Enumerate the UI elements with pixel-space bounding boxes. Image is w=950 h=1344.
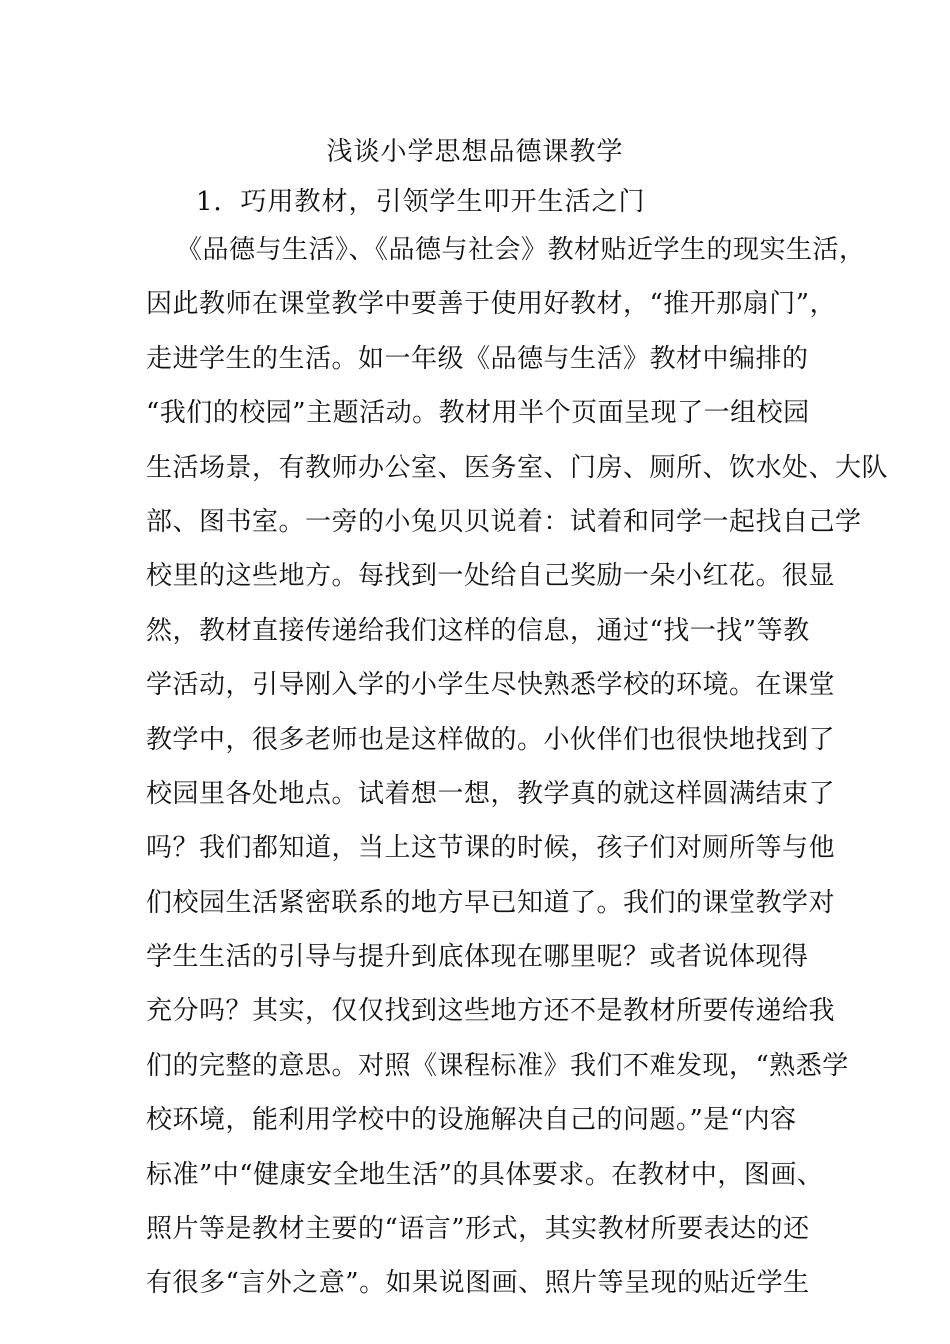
- document-title: 浅谈小学思想品德课教学: [326, 137, 624, 167]
- paragraph-line: 校里的这些地方。每找到一处给自己奖励一朵小红花。很显: [146, 561, 836, 592]
- paragraph-line: 们的完整的意思。对照《课程标准》我们不难发现，“熟悉学: [146, 1050, 849, 1081]
- section-heading: 1．巧用教材，引领学生叩开生活之门: [196, 187, 646, 217]
- paragraph-line: 吗？我们都知道，当上这节课的时候，孩子们对厕所等与他: [146, 833, 836, 864]
- paragraph-line: 有很多“言外之意”。如果说图画、照片等呈现的贴近学生: [146, 1268, 810, 1299]
- paragraph-line: 学生生活的引导与提升到底体现在哪里呢？或者说体现得: [146, 942, 809, 973]
- paragraph-line: 教学中，很多老师也是这样做的。小伙伴们也很快地找到了: [146, 724, 836, 755]
- paragraph-line: 校园里各处地点。试着想一想，教学真的就这样圆满结束了: [146, 778, 836, 809]
- paragraph-line: 部、图书室。一旁的小兔贝贝说着：试着和同学一起找自己学: [146, 506, 862, 537]
- paragraph-line: 因此教师在课堂教学中要善于使用好教材，“推开那扇门”，: [146, 289, 837, 320]
- paragraph-line: “我们的校园”主题活动。教材用半个页面呈现了一组校园: [146, 398, 810, 429]
- paragraph-line: 然，教材直接传递给我们这样的信息，通过“找一找”等教: [146, 615, 810, 646]
- paragraph-line: 标准”中“健康安全地生活”的具体要求。在教材中，图画、: [146, 1159, 824, 1190]
- paragraph-line: 们校园生活紧密联系的地方早已知道了。我们的课堂教学对: [146, 887, 836, 918]
- paragraph-line: 《品德与生活》、《品德与社会》教材贴近学生的现实生活，: [176, 235, 866, 265]
- paragraph-line: 校环境，能利用学校中的设施解决自己的问题。”是“内容: [146, 1105, 797, 1136]
- paragraph-line: 照片等是教材主要的“语言”形式，其实教材所要表达的还: [146, 1214, 810, 1245]
- paragraph-line: 充分吗？其实，仅仅找到这些地方还不是教材所要传递给我: [146, 996, 836, 1027]
- paragraph-line: 走进学生的生活。如一年级《品德与生活》教材中编排的: [146, 343, 809, 374]
- paragraph-line: 学活动，引导刚入学的小学生尽快熟悉学校的环境。在课堂: [146, 670, 836, 701]
- paragraph-line: 生活场景，有教师办公室、医务室、门房、厕所、饮水处、大队: [146, 452, 889, 483]
- body-paragraph: [146, 226, 889, 1314]
